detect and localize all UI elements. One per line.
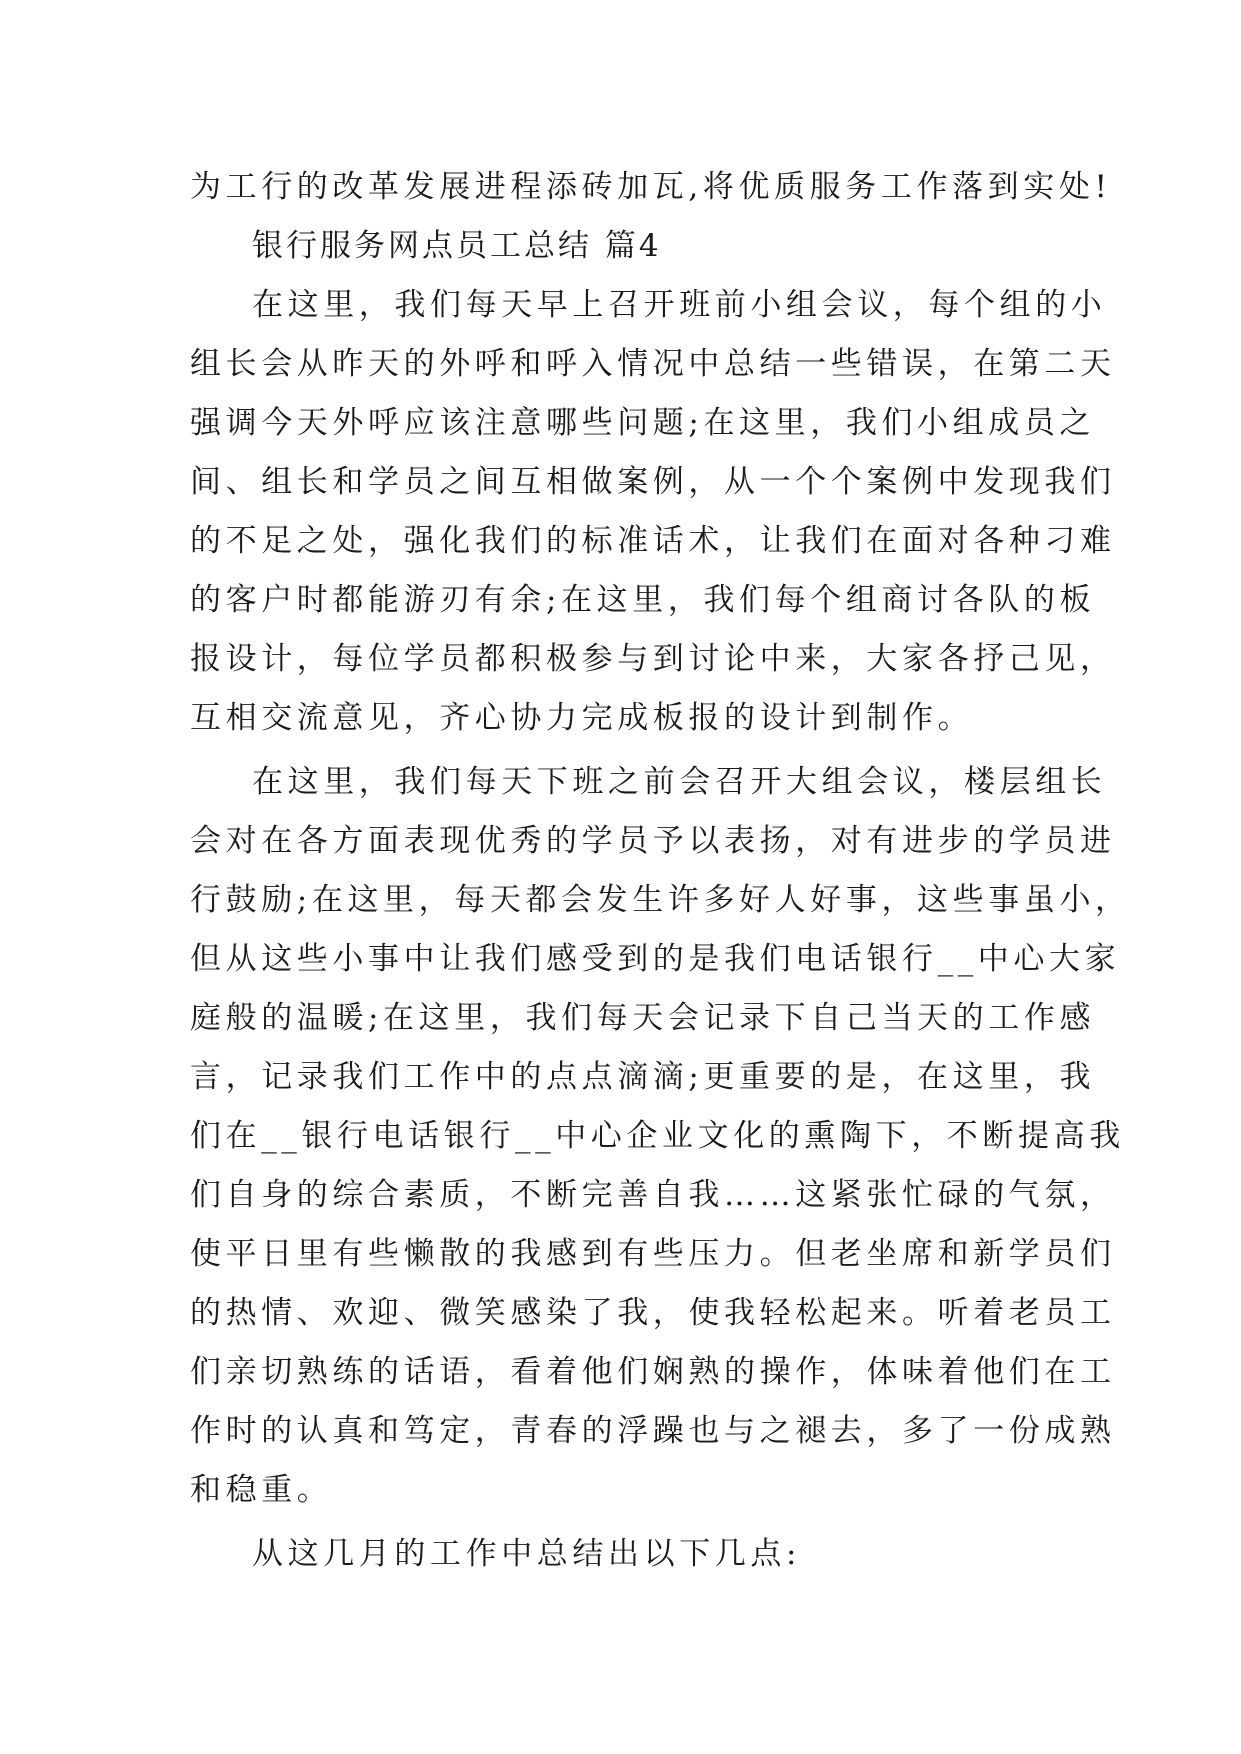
text-line: 互相交流意见，齐心协力完成板报的设计到制作。 xyxy=(190,700,974,736)
text-line: 间、组长和学员之间互相做案例，从一个个案例中发现我们 xyxy=(190,464,1116,500)
text-line: 的不足之处，强化我们的标准话术，让我们在面对各种刁难 xyxy=(190,523,1116,559)
text-line: 和稳重。 xyxy=(190,1472,333,1508)
text-line: 组长会从昨天的外呼和呼入情况中总结一些错误，在第二天 xyxy=(190,346,1116,382)
text-line: 的热情、欢迎、微笑感染了我，使我轻松起来。听着老员工 xyxy=(190,1295,1116,1331)
text-line: 为工行的改革发展进程添砖加瓦,将优质服务工作落到实处! xyxy=(190,169,1112,205)
text-line: 在这里，我们每天下班之前会召开大组会议，楼层组长 xyxy=(252,764,1107,800)
text-line: 们在__银行电话银行__中心企业文化的熏陶下，不断提高我 xyxy=(190,1118,1125,1154)
text-line: 行鼓励;在这里，每天都会发生许多好人好事，这些事虽小， xyxy=(190,882,1131,918)
text-line: 强调今天外呼应该注意哪些问题;在这里，我们小组成员之 xyxy=(190,405,1096,441)
document-body xyxy=(190,158,1131,1584)
text-line: 的客户时都能游刃有余;在这里，我们每个组商讨各队的板 xyxy=(190,582,1096,618)
text-line: 从这几月的工作中总结出以下几点: xyxy=(252,1536,802,1572)
text-line: 报设计，每位学员都积极参与到讨论中来，大家各抒己见， xyxy=(190,641,1116,677)
text-line: 们自身的综合素质，不断完善自我……这紧张忙碌的气氛， xyxy=(190,1177,1116,1213)
text-line: 庭般的温暖;在这里，我们每天会记录下自己当天的工作感 xyxy=(190,1000,1096,1036)
text-line: 使平日里有些懒散的我感到有些压力。但老坐席和新学员们 xyxy=(190,1236,1116,1272)
text-line: 但从这些小事中让我们感受到的是我们电话银行__中心大家 xyxy=(190,941,1121,977)
text-line: 会对在各方面表现优秀的学员予以表扬，对有进步的学员进 xyxy=(190,823,1116,859)
text-line: 作时的认真和笃定，青春的浮躁也与之褪去，多了一份成熟 xyxy=(190,1413,1116,1449)
text-line: 们亲切熟练的话语，看着他们娴熟的操作，体味着他们在工 xyxy=(190,1354,1116,1390)
section-heading: 银行服务网点员工总结 篇4 xyxy=(252,228,662,264)
text-line: 在这里，我们每天早上召开班前小组会议，每个组的小 xyxy=(252,287,1107,323)
text-line: 言，记录我们工作中的点点滴滴;更重要的是，在这里，我 xyxy=(190,1059,1096,1095)
document-page xyxy=(190,158,1131,1584)
